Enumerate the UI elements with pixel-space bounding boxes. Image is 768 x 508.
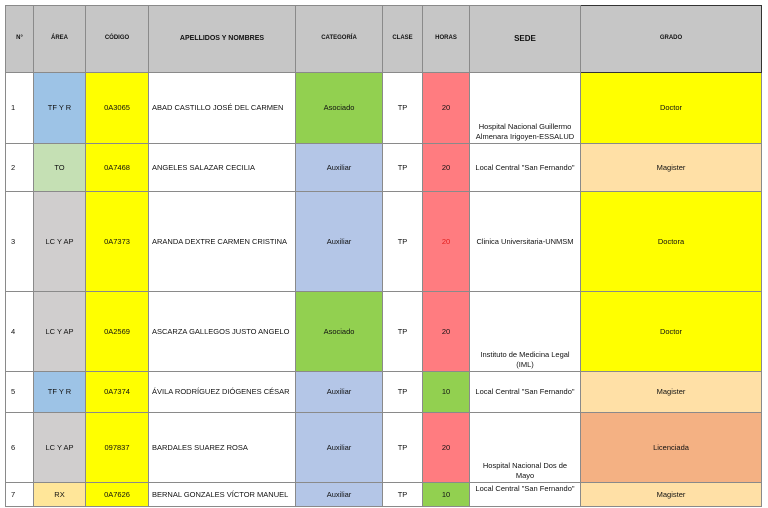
row-horas: 20 [423,144,470,192]
header-codigo: CÓDIGO [86,6,149,73]
row-sede: Instituto de Medicina Legal (IML) [470,292,581,372]
row-grado: Doctor [581,292,762,372]
row-area: TF Y R [34,73,86,144]
row-codigo: 0A7626 [86,483,149,507]
header-num: N° [6,6,34,73]
row-area: LC Y AP [34,192,86,292]
row-area: RX [34,483,86,507]
faculty-table [5,5,762,507]
row-categoria: Asociado [296,73,383,144]
row-codigo: 0A7373 [86,192,149,292]
header-horas: HORAS [423,6,470,73]
row-horas: 20 [423,73,470,144]
row-codigo: 0A3065 [86,73,149,144]
row-categoria: Asociado [296,292,383,372]
row-horas: 20 [423,413,470,483]
row-num: 3 [6,192,34,292]
table-row [6,144,762,192]
row-grado: Doctora [581,192,762,292]
row-num: 5 [6,372,34,413]
row-sede: Hospital Nacional Dos de Mayo [470,413,581,483]
row-clase: TP [383,192,423,292]
row-nombres: BARDALES SUAREZ ROSA [149,413,296,483]
row-grado: Magister [581,483,762,507]
row-codigo: 0A7374 [86,372,149,413]
header-area: ÁREA [34,6,86,73]
row-horas: 10 [423,372,470,413]
table-row [6,292,762,372]
row-clase: TP [383,73,423,144]
row-num: 2 [6,144,34,192]
row-area: LC Y AP [34,292,86,372]
row-nombres: ABAD CASTILLO JOSÉ DEL CARMEN [149,73,296,144]
row-nombres: ANGELES SALAZAR CECILIA [149,144,296,192]
row-clase: TP [383,372,423,413]
header-nombres: APELLIDOS Y NOMBRES [149,6,296,73]
table-row [6,73,762,144]
header-row [6,6,762,73]
row-grado: Doctor [581,73,762,144]
row-num: 7 [6,483,34,507]
row-horas: 20 [423,192,470,292]
table-row [6,192,762,292]
row-grado: Magister [581,372,762,413]
row-clase: TP [383,413,423,483]
row-grado: Magister [581,144,762,192]
header-grado: GRADO [581,6,762,73]
row-clase: TP [383,144,423,192]
row-sede: Local Central "San Fernando" [470,144,581,192]
row-grado: Licenciada [581,413,762,483]
row-nombres: ÁVILA RODRÍGUEZ DIÓGENES CÉSAR [149,372,296,413]
row-clase: TP [383,292,423,372]
row-num: 6 [6,413,34,483]
row-horas: 20 [423,292,470,372]
row-area: TO [34,144,86,192]
row-num: 4 [6,292,34,372]
row-area: TF Y R [34,372,86,413]
row-sede: Local Central "San Fernando" [470,483,581,507]
row-categoria: Auxiliar [296,372,383,413]
row-sede: Clinica Universitaria-UNMSM [470,192,581,292]
table-row [6,483,762,507]
row-nombres: ARANDA DEXTRE CARMEN CRISTINA [149,192,296,292]
row-nombres: ASCARZA GALLEGOS JUSTO ANGELO [149,292,296,372]
row-codigo: 097837 [86,413,149,483]
row-codigo: 0A7468 [86,144,149,192]
row-sede: Hospital Nacional Guillermo Almenara Irigoyen-ESSALUD [470,73,581,144]
header-categoria: CATEGORÍA [296,6,383,73]
header-clase: CLASE [383,6,423,73]
row-clase: TP [383,483,423,507]
row-categoria: Auxiliar [296,413,383,483]
row-categoria: Auxiliar [296,192,383,292]
header-sede: SEDE [470,6,581,73]
row-horas: 10 [423,483,470,507]
row-area: LC Y AP [34,413,86,483]
row-categoria: Auxiliar [296,144,383,192]
row-sede: Local Central "San Fernando" [470,372,581,413]
table-row [6,413,762,483]
row-codigo: 0A2569 [86,292,149,372]
row-categoria: Auxiliar [296,483,383,507]
row-num: 1 [6,73,34,144]
table-row [6,372,762,413]
row-nombres: BERNAL GONZALES VÍCTOR MANUEL [149,483,296,507]
